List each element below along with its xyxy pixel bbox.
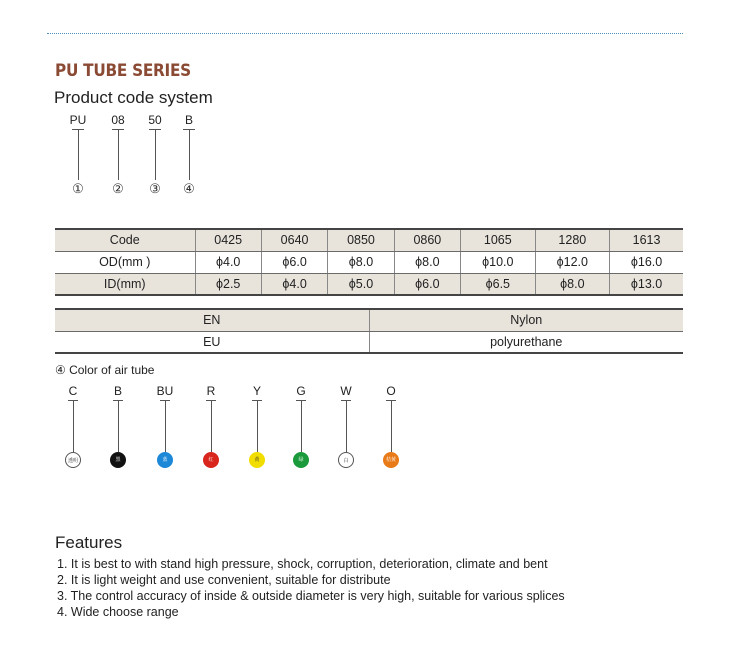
- spec-cell: ϕ8.0: [394, 251, 460, 273]
- color-swatch: 黄: [249, 452, 265, 468]
- color-option-bu: [150, 384, 180, 468]
- spec-cell: ϕ6.5: [461, 273, 536, 295]
- spec-cell: ϕ8.0: [535, 273, 610, 295]
- spec-cell: ID(mm): [55, 273, 195, 295]
- color-option-w: [331, 384, 361, 468]
- code-part-index: ①: [72, 181, 84, 196]
- code-part-size: [98, 113, 138, 197]
- material-row-eu: [55, 331, 683, 353]
- spec-cell: 1065: [461, 229, 536, 251]
- color-option-g: [286, 384, 316, 468]
- color-connector: [158, 400, 172, 452]
- color-option-r: [196, 384, 226, 468]
- feature-item: 3. The control accuracy of inside & outside diameter is very high, suitable for various splices: [57, 589, 565, 603]
- spec-cell: ϕ13.0: [610, 273, 683, 295]
- color-option-b: [103, 384, 133, 468]
- color-code: G: [296, 384, 306, 398]
- color-section-title: ④ Color of air tube: [55, 363, 155, 377]
- spec-cell: 1613: [610, 229, 683, 251]
- feature-item: 4. Wide choose range: [57, 605, 179, 619]
- color-code: W: [340, 384, 352, 398]
- spec-cell: 1280: [535, 229, 610, 251]
- material-cell: EU: [55, 331, 369, 353]
- color-connector: [66, 400, 80, 452]
- spec-row-id: [55, 273, 683, 295]
- code-part-letters: 08: [111, 113, 125, 127]
- color-option-c: [58, 384, 88, 468]
- code-part-index: ③: [149, 181, 161, 196]
- color-connector: [384, 400, 398, 452]
- material-table: [55, 308, 683, 354]
- spec-row-code: [55, 229, 683, 251]
- spec-cell: 0425: [195, 229, 261, 251]
- color-swatch: 桔黄: [383, 452, 399, 468]
- features-list: [57, 556, 565, 620]
- spec-row-od: [55, 251, 683, 273]
- color-swatch: 蓝: [157, 452, 173, 468]
- code-part-index: ④: [183, 181, 195, 196]
- series-title: PU TUBE SERIES: [55, 61, 191, 81]
- spec-cell: ϕ6.0: [394, 273, 460, 295]
- feature-item: 2. It is light weight and use convenient, suitable for distribute: [57, 573, 391, 587]
- code-part-connector: [110, 129, 126, 180]
- spec-cell: 0860: [394, 229, 460, 251]
- color-code: Y: [252, 384, 261, 398]
- color-swatch: 白: [338, 452, 354, 468]
- color-connector: [204, 400, 218, 452]
- spec-cell: ϕ5.0: [328, 273, 394, 295]
- color-swatch: 绿: [293, 452, 309, 468]
- color-code: R: [206, 384, 216, 398]
- code-part-letters: 50: [148, 113, 162, 127]
- color-connector: [294, 400, 308, 452]
- color-swatch: 红: [203, 452, 219, 468]
- color-code: B: [113, 384, 122, 398]
- code-part-connector: [147, 129, 163, 180]
- code-part-letters: B: [184, 113, 193, 127]
- code-part-letters: PU: [69, 113, 87, 127]
- features-title: Features: [55, 533, 123, 552]
- spec-cell: ϕ12.0: [535, 251, 610, 273]
- material-cell: polyurethane: [369, 331, 683, 353]
- spec-table: [55, 228, 683, 296]
- spec-cell: 0850: [328, 229, 394, 251]
- spec-cell: ϕ4.0: [261, 273, 327, 295]
- color-connector: [339, 400, 353, 452]
- material-cell: EN: [55, 309, 369, 331]
- code-part-connector: [181, 129, 197, 180]
- code-part-index: ②: [112, 181, 124, 196]
- spec-cell: ϕ2.5: [195, 273, 261, 295]
- spec-cell: 0640: [261, 229, 327, 251]
- code-part-color: [169, 113, 209, 197]
- feature-item: 1. It is best to with stand high pressure, shock, corruption, deterioration, climate and bent: [57, 557, 548, 571]
- color-code: BU: [156, 384, 174, 398]
- spec-cell: OD(mm ): [55, 251, 195, 273]
- color-swatch: 透明: [65, 452, 81, 468]
- spec-cell: ϕ8.0: [328, 251, 394, 273]
- color-option-y: [242, 384, 272, 468]
- code-part-connector: [70, 129, 86, 180]
- material-row-en: [55, 309, 683, 331]
- color-code: C: [68, 384, 78, 398]
- color-connector: [250, 400, 264, 452]
- code-system-title: Product code system: [54, 88, 213, 107]
- material-cell: Nylon: [369, 309, 683, 331]
- code-part-pu: [58, 113, 98, 197]
- color-swatch: 黑: [110, 452, 126, 468]
- color-option-o: [376, 384, 406, 468]
- spec-cell: Code: [55, 229, 195, 251]
- spec-cell: ϕ4.0: [195, 251, 261, 273]
- top-dotted-divider: [47, 33, 683, 34]
- spec-cell: ϕ6.0: [261, 251, 327, 273]
- spec-cell: ϕ10.0: [461, 251, 536, 273]
- color-code: O: [386, 384, 396, 398]
- spec-cell: ϕ16.0: [610, 251, 683, 273]
- color-connector: [111, 400, 125, 452]
